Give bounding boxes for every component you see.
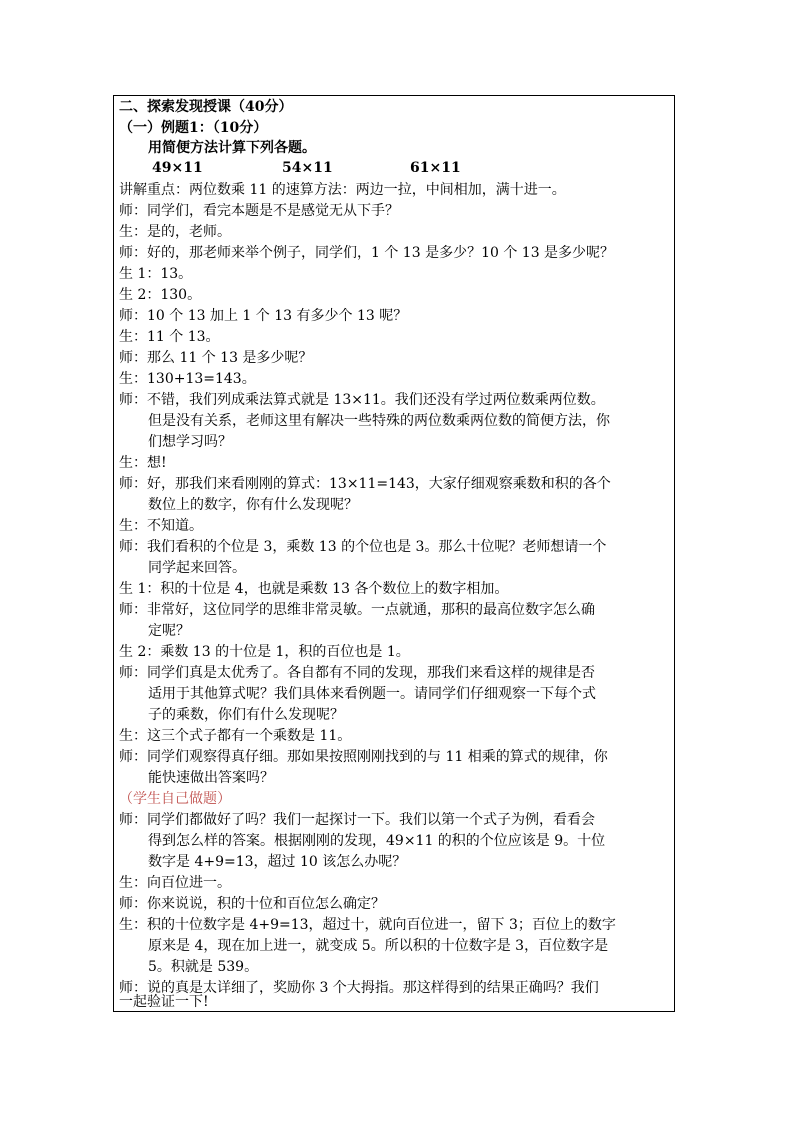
exercise-2: 54×11: [282, 160, 333, 176]
dialogue-line: 生：130+13=143。: [119, 371, 256, 387]
dialogue-line: 生 2：乘数 13 的十位是 1，积的百位也是 1。: [119, 644, 410, 660]
dialogue-line: 生 1：13。: [119, 266, 193, 282]
exercise-3: 61×11: [410, 160, 461, 176]
dialogue-line-cont: 数位上的数字，你有什么发现呢？: [148, 497, 358, 513]
instruction: 用简便方法计算下列各题。: [148, 140, 316, 156]
dialogue-line-cont: 定呢？: [148, 623, 190, 639]
dialogue-line-cont: 一起验证一下!: [119, 994, 209, 1010]
dialogue-line: 生：向百位进一。: [119, 875, 231, 891]
dialogue-line-cont: 得到怎么样的答案。根据刚刚的发现，49×11 的积的个位应该是 9。十位: [148, 833, 606, 849]
dialogue-line-cont: 同学起来回答。: [148, 560, 246, 576]
dialogue-line: 师：非常好，这位同学的思维非常灵敏。一点就通，那积的最高位数字怎么确: [119, 602, 595, 618]
dialogue-line: 师：同学们真是太优秀了。各自都有不同的发现，那我们来看这样的规律是否: [119, 665, 595, 681]
dialogue-line: 师：不错，我们列成乘法算式就是 13×11。我们还没有学过两位数乘两位数。: [119, 392, 605, 408]
dialogue-line: 生：11 个 13。: [119, 329, 220, 345]
dialogue-line: 师：同学们都做好了吗？我们一起探讨一下。我们以第一个式子为例，看看会: [119, 812, 595, 828]
dialogue-line-cont: 子的乘数，你们有什么发现呢？: [148, 707, 344, 723]
dialogue-line: 师：同学们观察得真仔细。那如果按照刚刚找到的与 11 相乘的算式的规律，你: [119, 749, 608, 765]
dialogue-line-cont: 适用于其他算式呢？我们具体来看例题一。请同学们仔细观察一下每个式: [148, 686, 596, 702]
dialogue-line-cont: 能快速做出答案吗？: [148, 770, 274, 786]
dialogue-line: 生：积的十位数字是 4+9=13，超过十，就向百位进一，留下 3；百位上的数字: [119, 917, 616, 933]
dialogue-line: 师：好，那我们来看刚刚的算式：13×11=143，大家仔细观察乘数和积的各个: [119, 476, 611, 492]
dialogue-line-cont: 数字是 4+9=13，超过 10 该怎么办呢？: [148, 854, 407, 870]
dialogue-line: 生 2：130。: [119, 287, 202, 303]
dialogue-line-cont: 原来是 4，现在加上进一，就变成 5。所以积的十位数字是 3，百位数字是: [148, 938, 609, 954]
student-practice-note: （学生自己做题）: [119, 791, 231, 807]
dialogue-line: 生：不知道。: [119, 518, 203, 534]
example-heading: （一）例题1：（10分）: [119, 120, 268, 136]
dialogue-line: 生 1：积的十位是 4，也就是乘数 13 各个数位上的数字相加。: [119, 581, 509, 597]
dialogue-line: 师：我们看积的个位是 3，乘数 13 的个位也是 3。那么十位呢？老师想请一个: [119, 539, 607, 555]
section-title: 二、探索发现授课（40分）: [119, 99, 293, 115]
dialogue-line: 师：同学们，看完本题是不是感觉无从下手？: [119, 203, 399, 219]
dialogue-line: 师：好的，那老师来举个例子，同学们，1 个 13 是多少？10 个 13 是多少呢？: [119, 245, 615, 261]
dialogue-line-cont: 但是没有关系，老师这里有解决一些特殊的两位数乘两位数的简便方法，你: [148, 413, 610, 429]
key-point: 讲解重点：两位数乘 11 的速算方法：两边一拉，中间相加，满十进一。: [119, 182, 566, 198]
exercise-1: 49×11: [152, 160, 203, 176]
dialogue-line: 师：10 个 13 加上 1 个 13 有多少个 13 呢？: [119, 308, 408, 324]
dialogue-line: 师：你来说说，积的十位和百位怎么确定？: [119, 896, 385, 912]
dialogue-line-cont: 们想学习吗？: [148, 434, 232, 450]
dialogue-line-cont: 5。积就是 539。: [148, 959, 259, 975]
dialogue-line: 师：说的真是太详细了，奖励你 3 个大拇指。那这样得到的结果正确吗？我们: [119, 980, 599, 996]
dialogue-line: 生：想!: [119, 455, 167, 471]
dialogue-line: 师：那么 11 个 13 是多少呢？: [119, 350, 313, 366]
dialogue-line: 生：是的，老师。: [119, 224, 231, 240]
dialogue-line: 生：这三个式子都有一个乘数是 11。: [119, 728, 352, 744]
